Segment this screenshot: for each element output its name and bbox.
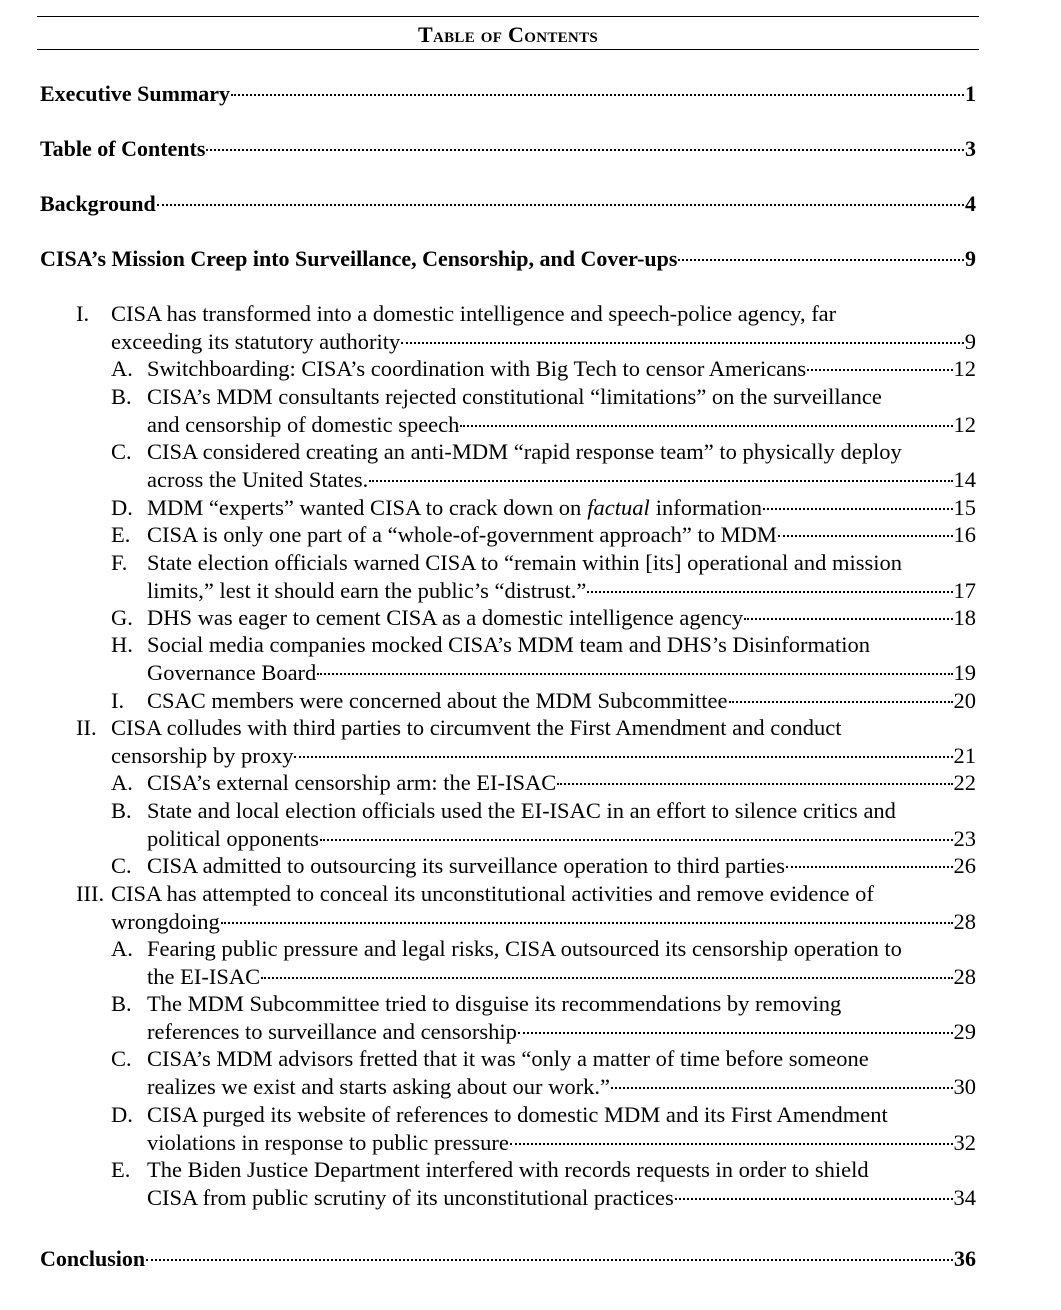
toc-entry-s2[interactable] xyxy=(111,714,976,770)
dot-leader xyxy=(587,591,952,593)
toc-entry-text: CISA colludes with third parties to circumvent the First Amendment and conduct xyxy=(111,715,842,740)
toc-entry-text: CSAC members were concerned about the MDM Subcommittee xyxy=(147,688,728,713)
dot-leader xyxy=(807,369,952,371)
toc-entry-s3c[interactable] xyxy=(147,1045,976,1101)
toc-entry-s3a[interactable] xyxy=(147,935,976,991)
page-number: 21 xyxy=(953,743,976,768)
dot-leader xyxy=(744,618,952,620)
dot-leader xyxy=(157,204,964,206)
toc-entry-marker: B. xyxy=(111,798,132,823)
page-number: 30 xyxy=(953,1074,976,1099)
toc-entry-marker: I. xyxy=(76,301,90,326)
dot-leader xyxy=(146,1259,953,1261)
toc-entry-marker: E. xyxy=(111,1157,131,1182)
toc-entry-s3e[interactable] xyxy=(147,1156,976,1212)
dot-leader xyxy=(678,259,964,261)
dot-leader xyxy=(675,1198,953,1200)
page-number: 18 xyxy=(953,605,976,630)
toc-entry-text: DHS was eager to cement CISA as a domestic intelligence agency xyxy=(147,605,744,630)
page-number: 9 xyxy=(964,329,976,354)
toc-entry-text: CISA is only one part of a “whole-of-government approach” to MDM xyxy=(147,522,777,547)
toc-entry-marker: II. xyxy=(76,715,97,740)
dot-leader xyxy=(786,866,952,868)
page-number: 19 xyxy=(953,660,976,685)
toc-entry-bg[interactable] xyxy=(40,190,976,218)
toc-entry-text: CISA has attempted to conceal its unconstitutional activities and remove evidence of xyxy=(111,881,874,906)
page-number: 3 xyxy=(965,136,976,161)
page-number: 20 xyxy=(953,688,976,713)
toc-entry-s3b[interactable] xyxy=(147,990,976,1046)
toc-entry-text: State and local election officials used the EI-ISAC in an effort to silence critics and xyxy=(147,798,896,823)
toc-entry-text: the EI-ISAC xyxy=(147,964,261,989)
toc-entry-text: CISA from public scrutiny of its unconstitutional practices xyxy=(147,1185,674,1210)
page-number: 34 xyxy=(953,1185,976,1210)
dot-leader xyxy=(231,94,964,96)
dot-leader xyxy=(729,701,953,703)
page-number: 36 xyxy=(954,1246,976,1271)
toc-entry-text: The MDM Subcommittee tried to disguise its recommendations by removing xyxy=(147,991,842,1016)
toc-entry-text: and censorship of domestic speech xyxy=(147,412,460,437)
toc-entry-s2b[interactable] xyxy=(147,797,976,853)
toc-entry-marker: III. xyxy=(76,881,105,906)
toc-entry-s2c[interactable] xyxy=(147,852,976,880)
toc-entry-marker: C. xyxy=(111,439,132,464)
toc-entry-text: CISA’s MDM advisors fretted that it was “only a matter of time before someone xyxy=(147,1046,869,1071)
toc-entry-text: CISA’s external censorship arm: the EI-ISAC xyxy=(147,770,557,795)
dot-leader xyxy=(557,783,952,785)
top-rule xyxy=(37,16,979,17)
toc-entry-text: CISA has transformed into a domestic intelligence and speech-police agency, far xyxy=(111,301,837,326)
toc-entry-marker: A. xyxy=(111,356,133,381)
toc-entry-s2a[interactable] xyxy=(147,769,976,797)
dot-leader xyxy=(778,535,953,537)
dot-leader xyxy=(518,1032,953,1034)
dot-leader xyxy=(261,977,952,979)
toc-entry-creep[interactable] xyxy=(40,245,976,273)
dot-leader xyxy=(320,839,953,841)
toc-entry-marker: I. xyxy=(111,688,125,713)
toc-entry-text: realizes we exist and starts asking about our work.” xyxy=(147,1074,610,1099)
toc-entry-s1e[interactable] xyxy=(147,521,976,549)
toc-entry-text: Conclusion xyxy=(40,1246,146,1271)
toc-entry-text: Executive Summary xyxy=(40,81,231,106)
toc-entry-text: censorship by proxy xyxy=(111,743,294,768)
toc-entry-text: information xyxy=(655,495,763,520)
toc-entry-s1f[interactable] xyxy=(147,549,976,605)
toc-entry-text: references to surveillance and censorship xyxy=(147,1019,517,1044)
toc-entry-s1b[interactable] xyxy=(147,383,976,439)
dot-leader xyxy=(460,425,952,427)
toc-entry-marker: G. xyxy=(111,605,133,630)
toc-entry-s1i[interactable] xyxy=(147,687,976,715)
toc-entry-text: CISA purged its website of references to domestic MDM and its First Amendment xyxy=(147,1102,888,1127)
toc-entry-marker: A. xyxy=(111,936,133,961)
toc-entry-s1h[interactable] xyxy=(147,631,976,687)
page-number: 12 xyxy=(953,412,976,437)
dot-leader xyxy=(294,756,952,758)
toc-entry-s3[interactable] xyxy=(111,880,976,936)
toc-entry-text: Social media companies mocked CISA’s MDM team and DHS’s Disinformation xyxy=(147,632,871,657)
toc-entry-marker: B. xyxy=(111,991,132,1016)
page-number: 9 xyxy=(965,246,976,271)
toc-entry-marker: E. xyxy=(111,522,131,547)
toc-entry-text: Governance Board xyxy=(147,660,317,685)
toc-entry-s3d[interactable] xyxy=(147,1101,976,1157)
toc-entry-text: wrongdoing xyxy=(111,909,220,934)
page-number: 28 xyxy=(953,909,976,934)
toc-entry-text: exceeding its statutory authority xyxy=(111,329,401,354)
toc-entry-text: CISA’s MDM consultants rejected constitutional “limitations” on the surveillance xyxy=(147,384,882,409)
page-number: 23 xyxy=(953,826,976,851)
toc-entry-marker: H. xyxy=(111,632,133,657)
toc-entry-marker: D. xyxy=(111,495,133,520)
toc-entry-text: Background xyxy=(40,191,156,216)
toc-entry-text: MDM “experts” wanted CISA to crack down on xyxy=(147,495,582,520)
toc-entry-italic-text: factual xyxy=(587,495,650,520)
page-number: 22 xyxy=(953,770,976,795)
dot-leader xyxy=(611,1087,953,1089)
page-number: 17 xyxy=(953,578,976,603)
toc-entry-text: across the United States. xyxy=(147,467,369,492)
toc-entry-s1d[interactable] xyxy=(147,494,976,522)
toc-entry-text: violations in response to public pressure xyxy=(147,1130,509,1155)
toc-entry-marker: C. xyxy=(111,853,132,878)
toc-entry-text: CISA admitted to outsourcing its surveillance operation to third parties xyxy=(147,853,786,878)
page-number: 12 xyxy=(953,356,976,381)
toc-entry-s1a[interactable] xyxy=(147,355,976,383)
toc-entry-marker: C. xyxy=(111,1046,132,1071)
page-number: 32 xyxy=(953,1130,976,1155)
page-number: 29 xyxy=(953,1019,976,1044)
page-number: 1 xyxy=(965,81,976,106)
dot-leader xyxy=(206,149,964,151)
dot-leader xyxy=(221,922,953,924)
dot-leader xyxy=(317,673,952,675)
toc-entry-text: Table of Contents xyxy=(40,136,206,161)
toc-entry-text: Fearing public pressure and legal risks, CISA outsourced its censorship operation to xyxy=(147,936,902,961)
dot-leader xyxy=(401,342,963,344)
toc-entry-exec[interactable] xyxy=(40,80,976,108)
toc-entry-concl[interactable] xyxy=(40,1245,976,1273)
dot-leader xyxy=(510,1143,953,1145)
toc-entry-marker: B. xyxy=(111,384,132,409)
page-number: 4 xyxy=(965,191,976,216)
toc-entry-marker: A. xyxy=(111,770,133,795)
toc-entry-s1c[interactable] xyxy=(147,438,976,494)
page-number: 16 xyxy=(953,522,976,547)
toc-entry-text: CISA’s Mission Creep into Surveillance, Censorship, and Cover-ups xyxy=(40,246,678,271)
toc-entry-text: limits,” lest it should earn the public’s “distrust.” xyxy=(147,578,587,603)
page-title: Table of Contents xyxy=(417,22,599,47)
page-number: 14 xyxy=(953,467,976,492)
toc-entry-text: CISA considered creating an anti-MDM “rapid response team” to physically deploy xyxy=(147,439,902,464)
toc-entry-text: political opponents xyxy=(147,826,319,851)
page-number: 26 xyxy=(953,853,976,878)
toc-entry-text: Switchboarding: CISA’s coordination with Big Tech to censor Americans xyxy=(147,356,807,381)
toc-entry-s1[interactable] xyxy=(111,300,976,356)
toc-entry-toc[interactable] xyxy=(40,135,976,163)
toc-entry-s1g[interactable] xyxy=(147,604,976,632)
title-rule xyxy=(37,49,979,50)
dot-leader xyxy=(763,508,952,510)
toc-entry-text: State election officials warned CISA to “remain within [its] operational and mission xyxy=(147,550,903,575)
toc-entry-marker: F. xyxy=(111,550,128,575)
toc-entry-text: The Biden Justice Department interfered with records requests in order to shield xyxy=(147,1157,869,1182)
toc-entry-marker: D. xyxy=(111,1102,133,1127)
dot-leader xyxy=(369,480,952,482)
page-number: 28 xyxy=(953,964,976,989)
page-number: 15 xyxy=(953,495,976,520)
